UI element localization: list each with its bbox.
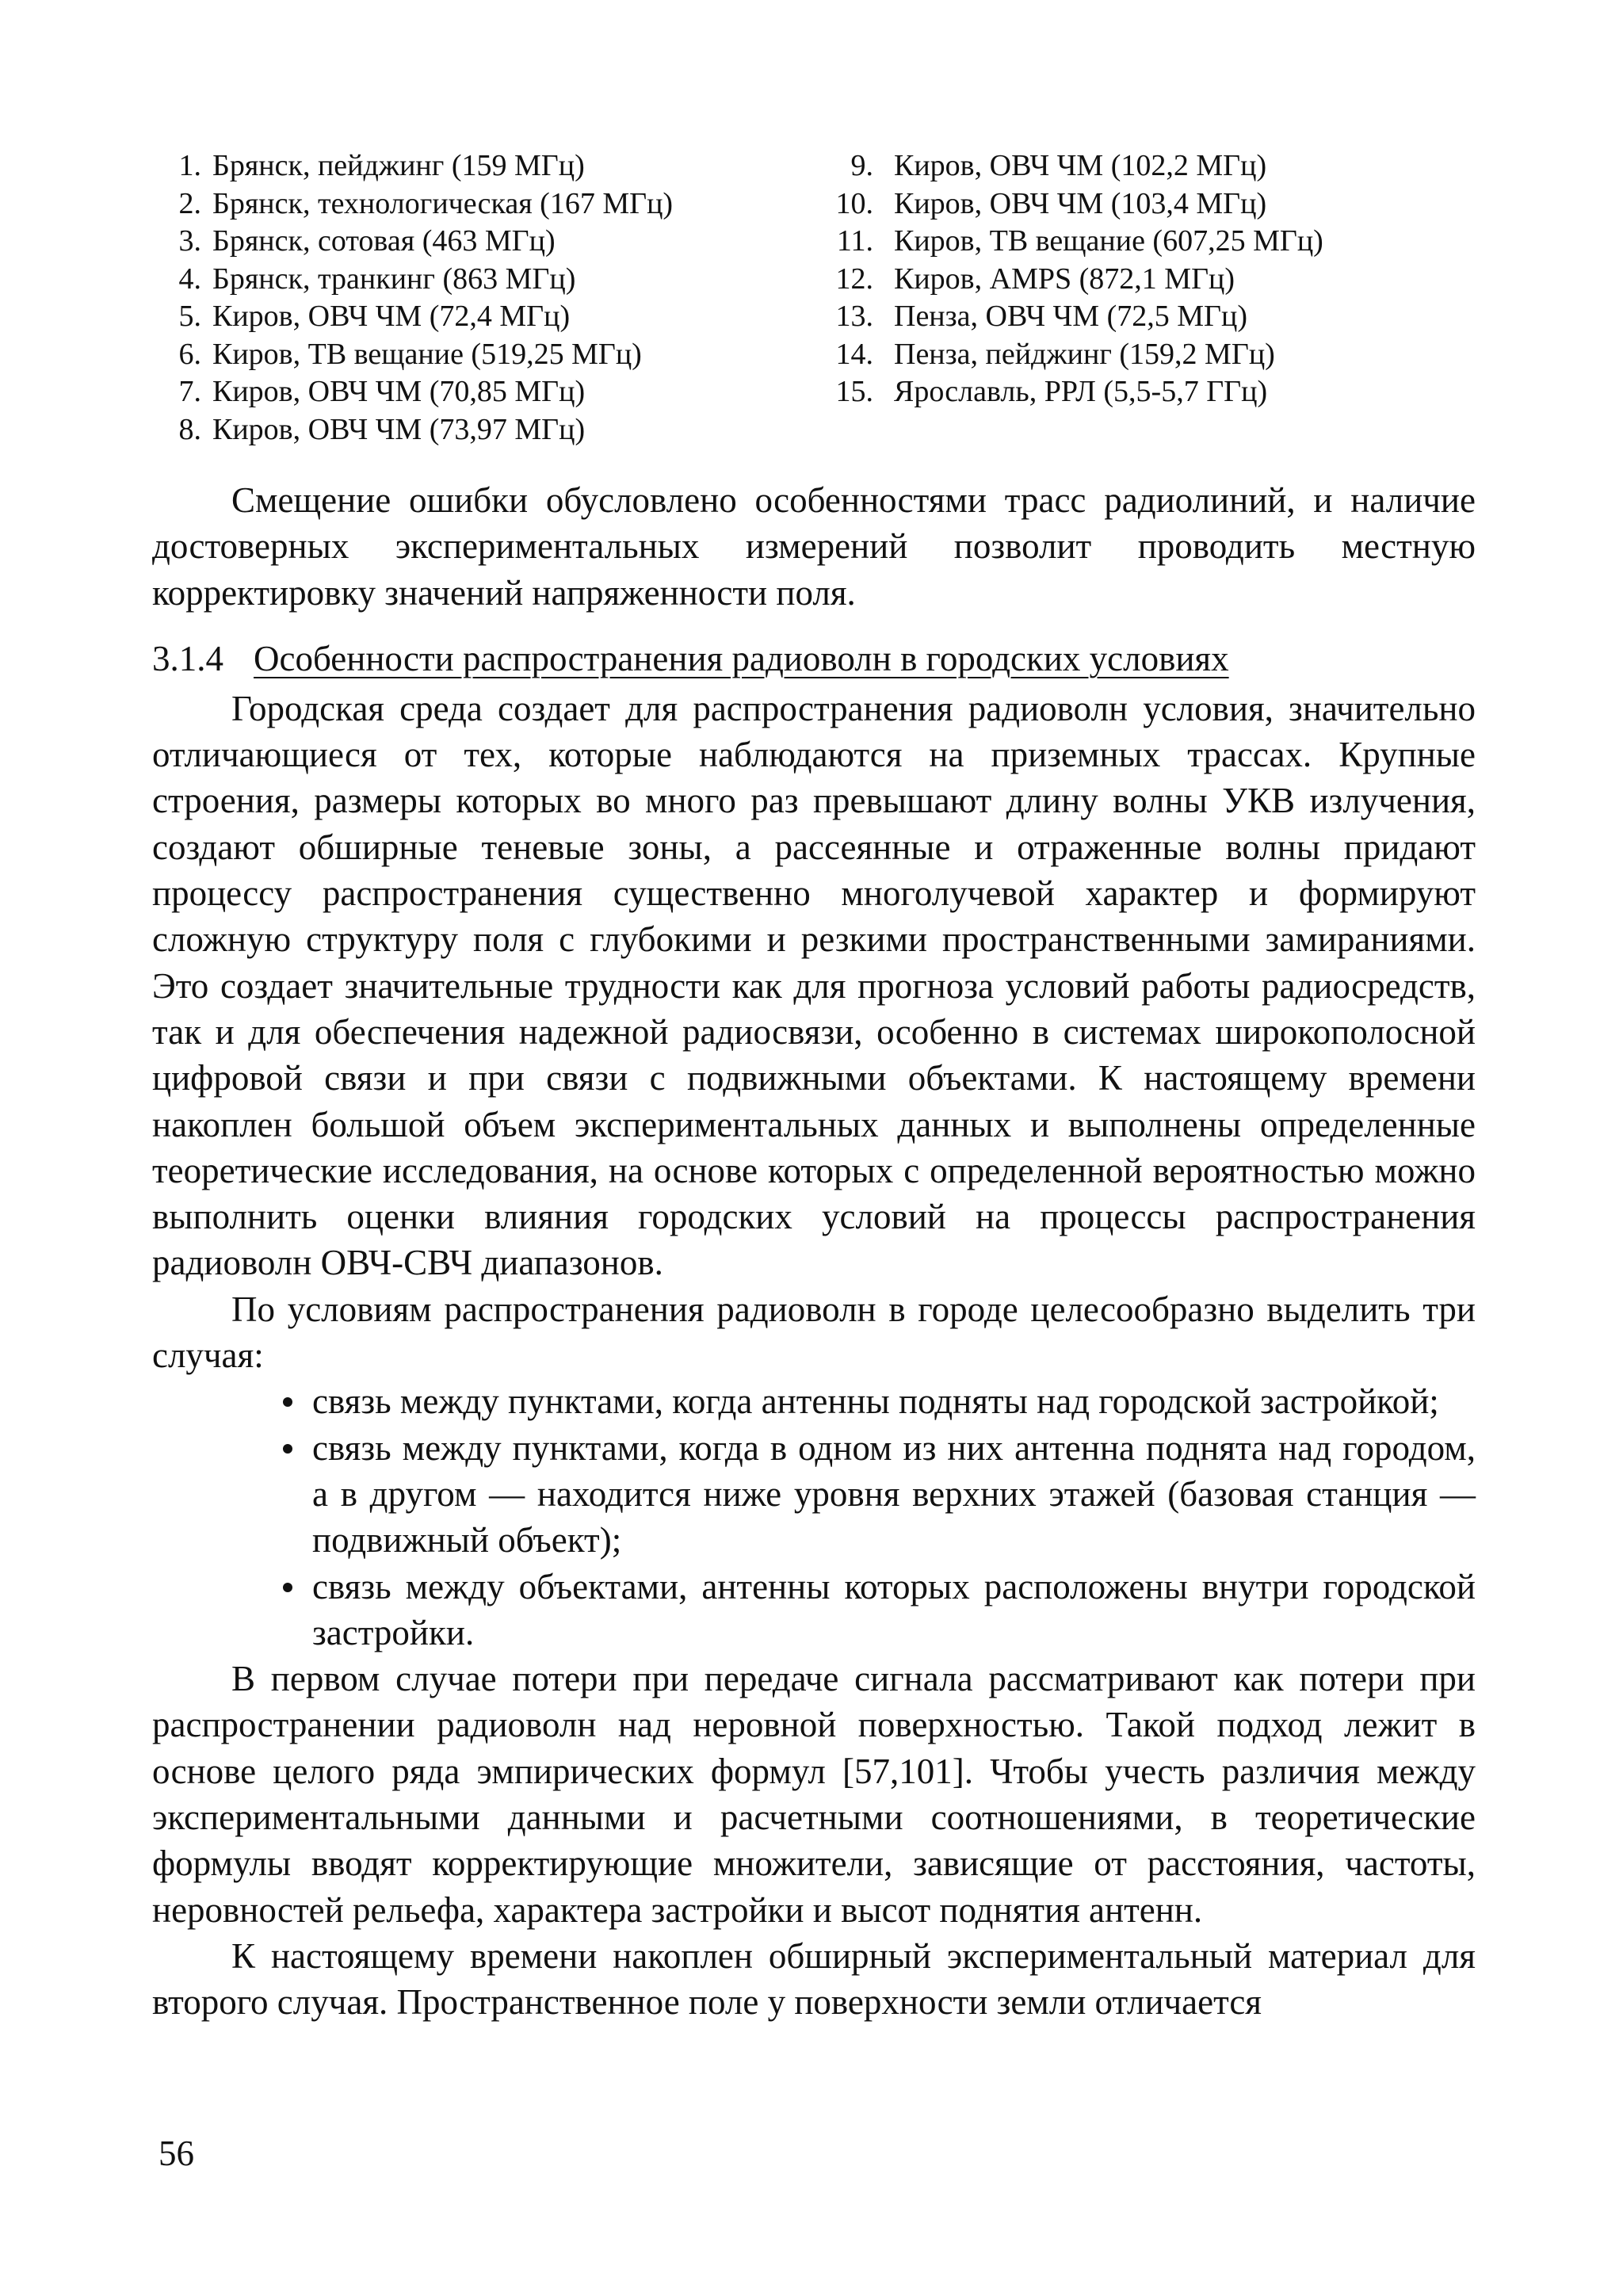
list-item: 3. Брянск, сотовая (463 МГц) xyxy=(178,224,556,258)
list-item: 15. Ярославль, РРЛ (5,5-5,7 ГГц) xyxy=(835,375,1268,408)
list-item: связь между объектами, антенны которых расположены внутри городской застройки. xyxy=(152,1564,1476,1656)
section-number: 3.1.4 xyxy=(152,638,223,678)
paragraph-second-case: К настоящему времени накоплен обширный экспериментальный материал для второго случая. Пространственное поле у поверхности земли отличается xyxy=(152,1935,1476,2023)
bullet-icon xyxy=(283,1583,292,1592)
page-number: 56 xyxy=(158,2134,194,2173)
list-item: 10. Киров, ОВЧ ЧМ (103,4 МГц) xyxy=(835,186,1267,220)
section-heading xyxy=(152,616,1476,686)
list-item: 4. Брянск, транкинг (863 МГц) xyxy=(178,262,576,296)
list-item: 2. Брянск, технологическая (167 МГц) xyxy=(178,186,674,220)
station-list-right xyxy=(816,147,1323,411)
paragraph-cases-intro: По условиям распространения радиоволн в городе целесообразно выделить три случая: xyxy=(152,1289,1476,1376)
list-item: 13. Пенза, ОВЧ ЧМ (72,5 МГц) xyxy=(835,300,1247,333)
cases-list xyxy=(152,1378,1476,1656)
list-item: 12. Киров, AMPS (872,1 МГц) xyxy=(835,262,1235,296)
paragraph-urban: Городская среда создает для распространения радиоволн условия, значительно отличающиеся от тех, которые наблюдаются на приземных трассах. Крупные строения, размеры которых во много раз превышают длину волны УКВ излучения, создают обширные теневые зоны, а рассеянные и отраженные волны придают процессу распространения существенно многолучевой характер и формируют сложную структуру поля с глубокими и резкими пространственными замираниями. Это создает значительные трудности как для прогноза условий работы радиосредств, так и для обеспечения надежной радиосвязи, особенно в системах широкополосной цифровой связи и при связи с подвижными объектами. К настоящему времени накоплен большой объем экспериментальных данных и выполнены определенные теоретические исследования, на основе которых с определенной вероятностью можно выполнить оценки влияния городских условий на процессы распространения радиоволн ОВЧ-СВЧ диапазонов. xyxy=(152,688,1476,1283)
list-item: 8. Киров, ОВЧ ЧМ (73,97 МГц) xyxy=(178,412,586,446)
list-item: 6. Киров, ТВ вещание (519,25 МГц) xyxy=(178,337,642,371)
list-item: связь между пунктами, когда в одном из них антенна поднята над городом, а в другом — находится ниже уровня верхних этажей (базовая станция — подвижный объект); xyxy=(152,1425,1476,1564)
paragraph-offset: Смещение ошибки обусловлено особенностями трасс радиолиний, и наличие достоверных экспериментальных измерений позволит проводить местную корректировку значений напряженности поля. xyxy=(152,480,1476,613)
list-item: 9. Киров, ОВЧ ЧМ (102,2 МГц) xyxy=(850,149,1267,182)
paragraph-first-case: В первом случае потери при передаче сигнала рассматривают как потери при распространении радиоволн над неровной поверхностью. Такой подход лежит в основе целого ряда эмпирических формул [57,101]. Чтобы учесть различия между экспериментальными данными и расчетными соотношениями, в теоретические формулы вводят корректирующие множители, зависящие от расстояния, частоты, неровностей рельефа, характера застройки и высот поднятия антенн. xyxy=(152,1659,1476,1930)
body-text xyxy=(152,477,1476,2026)
list-item: 7. Киров, ОВЧ ЧМ (70,85 МГц) xyxy=(178,375,586,408)
list-item: 14. Пенза, пейджинг (159,2 МГц) xyxy=(835,337,1275,371)
list-item: связь между пунктами, когда антенны подняты над городской застройкой; xyxy=(152,1378,1476,1424)
list-item: 1. Брянск, пейджинг (159 МГц) xyxy=(178,149,585,182)
list-item: 5. Киров, ОВЧ ЧМ (72,4 МГц) xyxy=(178,300,571,333)
section-title: Особенности распространения радиоволн в городских условиях xyxy=(254,638,1229,678)
station-list-left xyxy=(151,147,673,449)
bullet-icon xyxy=(283,1444,292,1454)
list-item: 11. Киров, ТВ вещание (607,25 МГц) xyxy=(836,224,1323,258)
bullet-icon xyxy=(283,1397,292,1407)
